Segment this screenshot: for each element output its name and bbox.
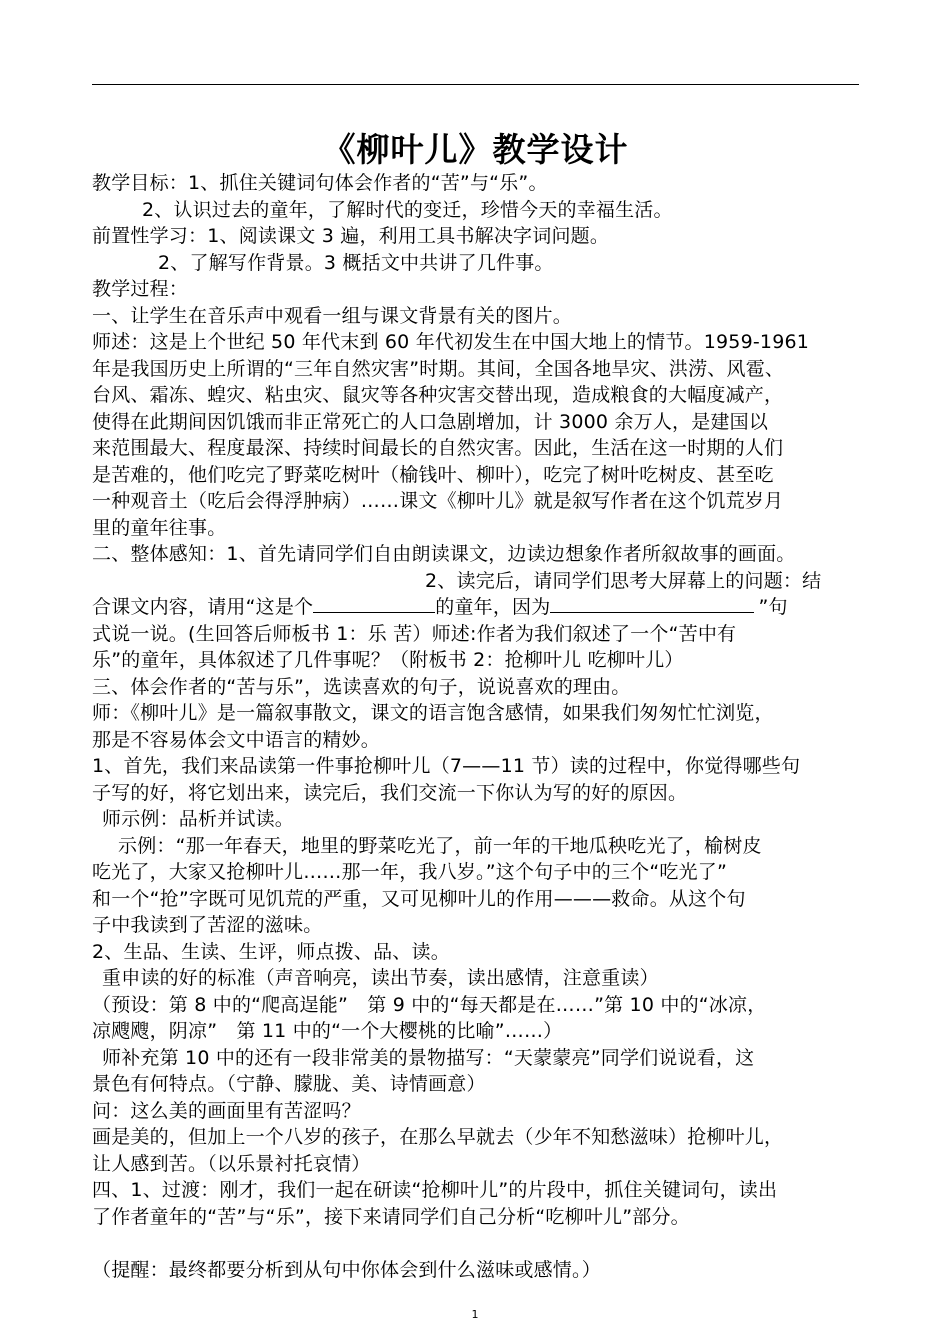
text-line: （预设：第 8 中的“爬高逞能” 第 9 中的“每天都是在……”第 10 中的“冰凉， (92, 993, 767, 1016)
text-line: 2、生品、生读、生评，师点拨、品、读。 (92, 940, 450, 963)
text-line: 四、1、过渡：刚才，我们一起在研读“抢柳叶儿”的片段中，抓住关键词句，读出 (92, 1179, 778, 1201)
blank-line (92, 1230, 859, 1257)
answer-blank (313, 594, 435, 613)
text-line: 凉飕飕，阴凉” 第 11 中的“一个大樱桃的比喻”……） (92, 1020, 563, 1042)
text-line: 2、了解写作背景。3 概括文中共讲了几件事。 (158, 251, 554, 274)
text-line: 里的童年往事。 (92, 516, 227, 539)
text-line: 师补充第 10 中的还有一段非常美的景物描写：“天蒙蒙亮”同学们说说看，这 (102, 1046, 755, 1069)
text-segment: 合课文内容，请用“这是个 (92, 596, 314, 618)
text-line: 师示例：品析并试读。 (102, 808, 295, 830)
text-line: 一种观音土（吃后会得浮肿病）……课文《柳叶儿》就是叙写作者在这个饥荒岁月 (92, 490, 784, 512)
text-line: 重申读的好的标准（声音响亮，读出节奏，读出感情，注意重读） (102, 967, 659, 989)
text-line: 二、整体感知：1、首先请同学们自由朗读课文，边读边想象作者所叙故事的画面。 (92, 543, 796, 565)
text-segment: ”句 (758, 596, 788, 618)
document-body (92, 170, 859, 1283)
answer-blank (550, 594, 754, 613)
text-line: 师述：这是上个世纪 50 年代末到 60 年代初发生在中国大地上的情节。1959-1961 (92, 331, 810, 353)
page-number: 1 (471, 1308, 479, 1321)
text-line: 子写的好，将它划出来，读完后，我们交流一下你认为写的好的原因。 (92, 781, 688, 804)
text-line: 使得在此期间因饥饿而非正常死亡的人口急剧增加，计 3000 余万人，是建国以 (92, 410, 769, 433)
text-line: 乐”的童年，具体叙述了几件事呢？（附板书 2：抢柳叶儿 吃柳叶儿） (92, 649, 684, 671)
text-line: （提醒：最终都要分析到从句中你体会到什么滋味或感情。） (92, 1258, 601, 1281)
text-line: 一、让学生在音乐声中观看一组与课文背景有关的图片。 (92, 304, 573, 327)
text-line: 式说一说。(生回答后师板书 1：乐 苦）师述:作者为我们叙述了一个“苦中有 (92, 622, 737, 645)
text-line: 三、体会作者的“苦与乐”，选读喜欢的句子，说说喜欢的理由。 (92, 675, 631, 698)
text-line: 台风、霜冻、蝗灾、粘虫灾、鼠灾等各种灾害交替出现，造成粮食的大幅度减产， (92, 384, 784, 406)
text-line: 2、读完后，请同学们思考大屏幕上的问题：结 (425, 569, 822, 592)
text-line: 那是不容易体会文中语言的精妙。 (92, 728, 381, 751)
header-rule (92, 84, 859, 85)
text-line: 来范围最大、程度最深、持续时间最长的自然灾害。因此，生活在这一时期的人们 (92, 437, 784, 459)
text-line: 1、首先，我们来品读第一件事抢柳叶儿（7——11 节）读的过程中，你觉得哪些句 (92, 755, 801, 777)
text-line: 教学目标：1、抓住关键词句体会作者的“苦”与“乐”。 (92, 172, 548, 194)
document-title: 《柳叶儿》教学设计 (322, 130, 629, 169)
text-line: 师：《柳叶儿》是一篇叙事散文，课文的语言饱含感情，如果我们匆匆忙忙浏览， (92, 702, 774, 724)
text-line: 和一个“抢”字既可见饥荒的严重，又可见柳叶儿的作用———救命。从这个句 (92, 887, 746, 910)
text-line: 年是我国历史上所谓的“三年自然灾害”时期。其间，全国各地旱灾、洪涝、风雹、 (92, 357, 785, 380)
text-line: 示例：“那一年春天，地里的野菜吃光了，前一年的干地瓜秧吃光了，榆树皮 (118, 834, 762, 857)
text-line: 景色有何特点。（宁静、朦胧、美、诗情画意） (92, 1073, 486, 1095)
text-line: 画是美的，但加上一个八岁的孩子，在那么早就去（少年不知愁滋味）抢柳叶儿， (92, 1126, 784, 1148)
text-line: 2、认识过去的童年，了解时代的变迁，珍惜今天的幸福生活。 (142, 198, 673, 221)
text-line: 吃光了，大家又抢柳叶儿……那一年，我八岁。”这个句子中的三个“吃光了” (92, 861, 728, 883)
text-segment: 的童年，因为 (435, 596, 551, 618)
fill-in-line (92, 594, 859, 621)
text-line: 了作者童年的“苦”与“乐”，接下来请同学们自己分析“吃柳叶儿”部分。 (92, 1205, 690, 1228)
text-line: 问：这么美的画面里有苦涩吗？ (92, 1099, 361, 1122)
text-line: 子中我读到了苦涩的滋味。 (92, 914, 323, 936)
text-line: 是苦难的，他们吃完了野菜吃树叶（榆钱叶、柳叶），吃完了树叶吃树皮、甚至吃 (92, 463, 774, 486)
text-line: 前置性学习：1、阅读课文 3 遍，利用工具书解决字词问题。 (92, 225, 610, 247)
text-line: 教学过程： (92, 278, 189, 300)
text-line: 让人感到苦。（以乐景衬托哀情） (92, 1152, 371, 1175)
